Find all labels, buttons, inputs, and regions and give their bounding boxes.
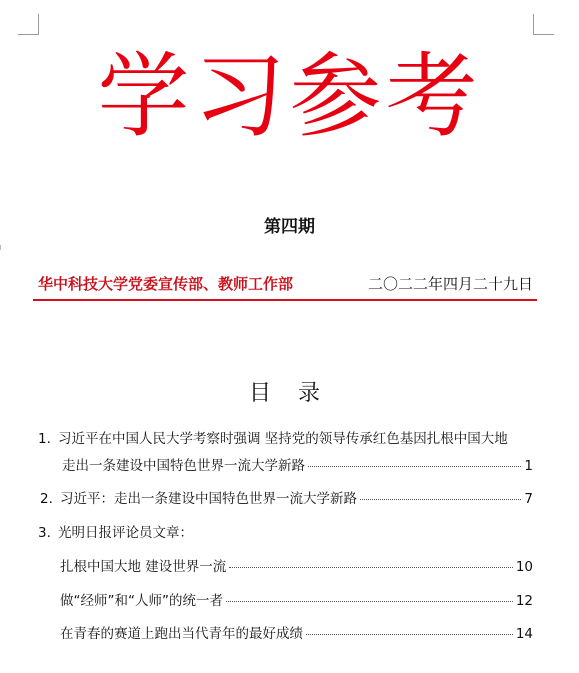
toc-entry-number: 1. xyxy=(38,431,51,447)
toc-entry-title: 在青春的赛道上跑出当代青年的最好成绩 xyxy=(60,626,303,642)
toc-heading: 目 录 xyxy=(249,381,330,406)
toc-entry-title: 光明日报评论员文章： xyxy=(58,525,193,541)
dot-leader xyxy=(308,466,521,467)
dot-leader xyxy=(360,499,521,500)
toc-page-number: 7 xyxy=(524,491,533,507)
toc-entry-1[interactable] xyxy=(38,427,533,447)
crop-mark-top-left xyxy=(18,14,39,35)
dot-leader xyxy=(229,567,513,568)
header-rule xyxy=(33,299,537,301)
toc-subentry-2[interactable] xyxy=(60,589,533,609)
toc-entry-title: 走出一条建设中国特色世界一流大学新路 xyxy=(62,458,305,474)
toc-entry-number: 3. xyxy=(38,525,51,541)
toc-page-number: 1 xyxy=(524,458,533,474)
toc-entry-1-continued[interactable] xyxy=(62,454,533,474)
dot-leader xyxy=(226,601,513,602)
toc-page-number: 10 xyxy=(515,559,533,575)
crop-mark-top-right xyxy=(533,14,554,35)
toc-page-number: 12 xyxy=(515,593,533,609)
margin-mark xyxy=(0,245,6,250)
toc-entry-3[interactable] xyxy=(38,521,533,541)
toc-entry-title: 做“经师”和“人师”的统一者 xyxy=(60,593,223,609)
dot-leader xyxy=(306,634,513,635)
toc-entry-2[interactable] xyxy=(40,487,533,507)
toc-entry-title: 习近平在中国人民大学考察时强调 坚持党的领导传承红色基因扎根中国大地 xyxy=(58,431,508,447)
toc-entry-title: 扎根中国大地 建设世界一流 xyxy=(60,559,227,575)
toc-page-number: 14 xyxy=(515,626,533,642)
masthead-title: 学习参考 xyxy=(97,43,482,150)
publication-date: 二〇二二年四月二十九日 xyxy=(368,275,534,293)
toc-entry-title: 习近平：走出一条建设中国特色世界一流大学新路 xyxy=(60,491,357,507)
toc-entry-number: 2. xyxy=(40,491,53,507)
toc-subentry-1[interactable] xyxy=(60,555,533,575)
publisher-name: 华中科技大学党委宣传部、教师工作部 xyxy=(38,275,294,293)
issue-number: 第四期 xyxy=(264,217,315,237)
toc-subentry-3[interactable] xyxy=(60,622,533,642)
